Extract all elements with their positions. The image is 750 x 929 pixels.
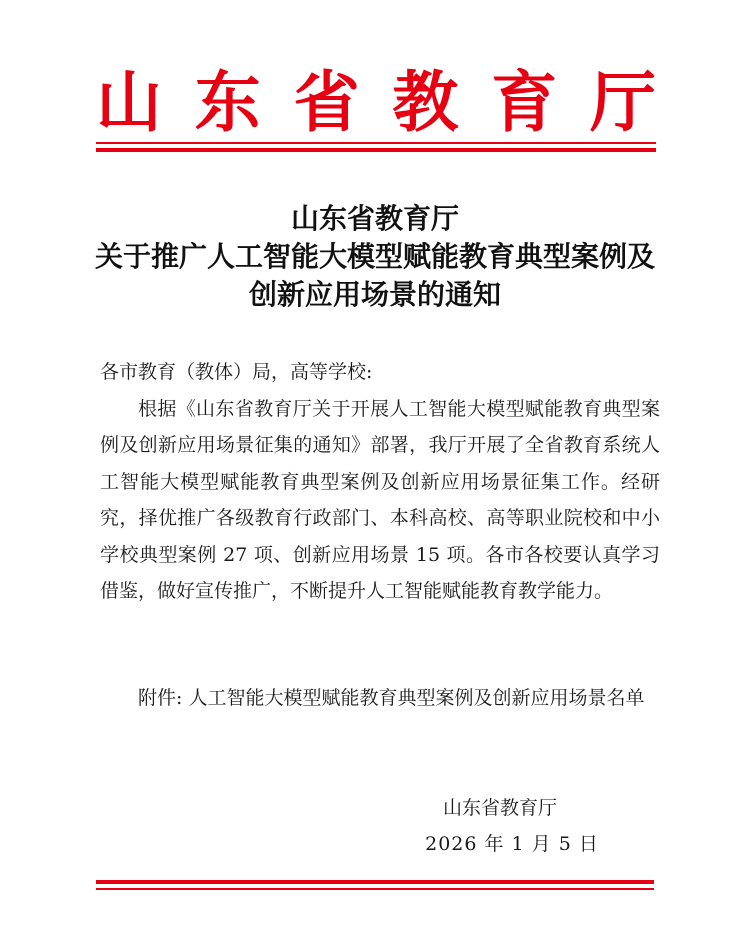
masthead-char: 育 <box>491 63 558 141</box>
title-line-3: 创新应用场景的通知 <box>248 278 501 311</box>
salutation: 各市教育（教体）局，高等学校: <box>100 361 373 383</box>
masthead-rule-thin <box>96 142 656 144</box>
footer-rule-thin <box>96 888 654 890</box>
masthead-char: 省 <box>293 63 360 141</box>
signature-block <box>400 790 600 862</box>
document-title <box>60 200 690 314</box>
signature-date: 2026 年 1 月 5 日 <box>425 833 599 855</box>
masthead-char: 教 <box>392 63 459 141</box>
title-line-2: 关于推广人工智能大模型赋能教育典型案例及 <box>94 240 655 273</box>
masthead-char: 东 <box>194 63 261 141</box>
body-paragraph: 根据《山东省教育厅关于开展人工智能大模型赋能教育典型案例及创新应用场景征集的通知》部署，我厅开展了全省教育系统人工智能大模型赋能教育典型案例及创新应用场景征集工作。经研究，择优推广各级教育行政部门、本科高校、高等职业院校和中小学校典型案例 27 项、创新应用场景 15 项。各市各校要认真学习借鉴，做好宣传推广，不断提升人工智能赋能教育教学能力。 <box>100 397 660 602</box>
footer-rule-thick <box>96 880 654 884</box>
document-body <box>100 354 660 610</box>
signature-org: 山东省教育厅 <box>442 797 557 819</box>
masthead-char: 山 <box>96 63 162 141</box>
attachment-line: 附件: 人工智能大模型赋能教育典型案例及创新应用场景名单 <box>138 687 645 709</box>
title-line-1: 山东省教育厅 <box>290 202 459 235</box>
masthead <box>96 62 656 142</box>
masthead-char: 厅 <box>589 63 656 141</box>
masthead-rule-thick <box>96 148 656 152</box>
